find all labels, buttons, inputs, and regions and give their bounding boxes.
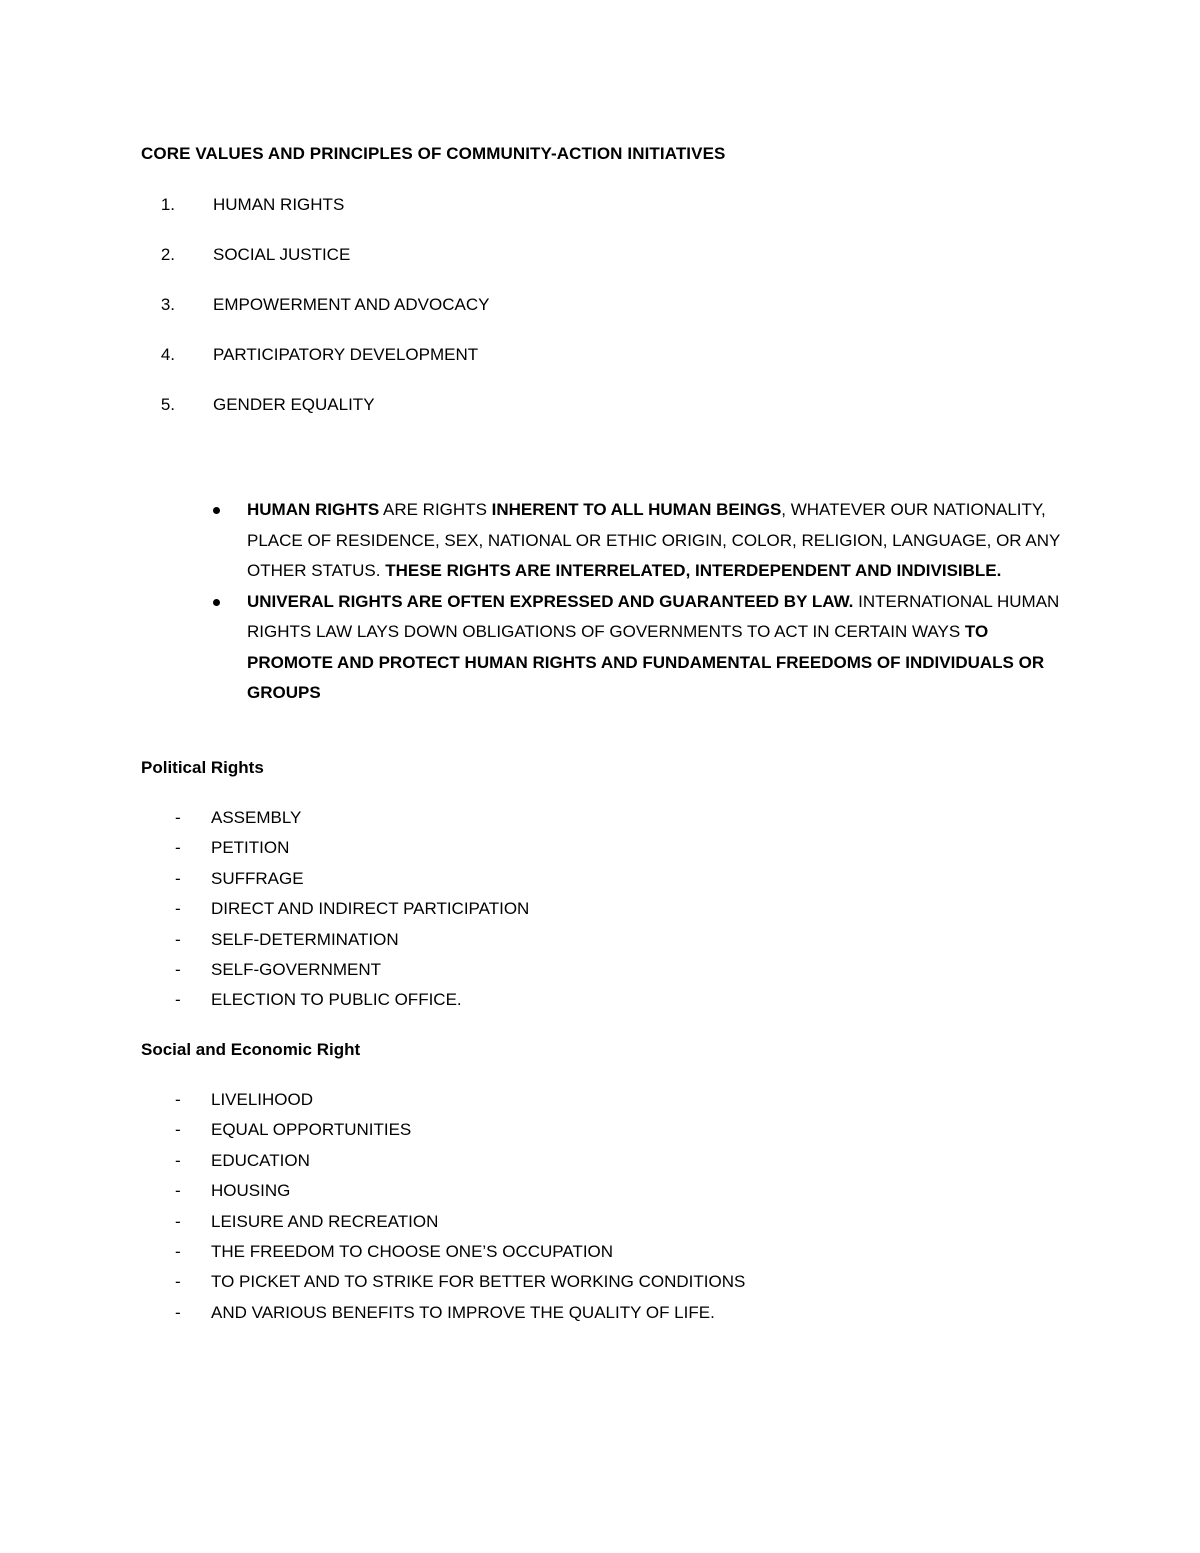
dash-marker: -	[175, 959, 181, 979]
dash-marker: -	[175, 990, 181, 1010]
bullet-item	[205, 495, 1065, 587]
list-item-text: TO PICKET AND TO STRIKE FOR BETTER WORKING CONDITIONS	[211, 1272, 746, 1292]
list-item	[141, 930, 529, 960]
list-item-text: THE FREEDOM TO CHOOSE ONE’S OCCUPATION	[211, 1241, 614, 1261]
list-item-text: LEISURE AND RECREATION	[211, 1211, 439, 1231]
list-item-text: SELF-GOVERNMENT	[211, 959, 382, 979]
list-number: 4.	[160, 345, 175, 364]
list-item-text: ASSEMBLY	[211, 808, 302, 827]
dash-marker: -	[175, 899, 181, 919]
dash-marker: -	[175, 808, 181, 827]
list-item	[141, 869, 529, 899]
list-item-text: SUFFRAGE	[211, 868, 304, 888]
political-rights-heading: Political Rights	[141, 758, 264, 777]
bullet-text-segment: UNIVERAL RIGHTS ARE OFTEN EXPRESSED AND GUARANTEED BY LAW.	[247, 591, 854, 611]
list-item	[141, 899, 529, 929]
list-item	[141, 195, 489, 245]
list-item-text: ELECTION TO PUBLIC OFFICE.	[211, 990, 462, 1010]
list-item	[141, 1120, 745, 1150]
list-item-text: EDUCATION	[211, 1150, 310, 1170]
list-item-text: PARTICIPATORY DEVELOPMENT	[213, 345, 479, 364]
list-item	[141, 1212, 745, 1242]
dash-marker: -	[175, 1150, 181, 1170]
bullet-text-segment: INTERNATIONAL HUMAN RIGHTS LAW LAYS DOWN OBLIGATIONS OF GOVERNMENTS TO ACT IN CERTAIN WAYS	[247, 591, 1060, 641]
list-item	[141, 1151, 745, 1181]
list-item	[141, 345, 489, 395]
list-number: 5.	[160, 395, 175, 414]
dash-marker: -	[175, 1120, 181, 1140]
list-item	[141, 808, 529, 838]
list-number: 2.	[160, 245, 175, 264]
document-title: CORE VALUES AND PRINCIPLES OF COMMUNITY-ACTION INITIATIVES	[141, 144, 726, 163]
social-economic-rights-heading: Social and Economic Right	[141, 1040, 361, 1059]
list-number: 3.	[160, 295, 175, 314]
dash-marker: -	[175, 1241, 181, 1261]
dash-marker: -	[175, 1272, 181, 1292]
list-item-text: SOCIAL JUSTICE	[213, 245, 351, 264]
dash-marker: -	[175, 868, 181, 888]
bullet-dot-icon	[213, 599, 220, 606]
list-item	[141, 1303, 745, 1333]
list-item-text: HUMAN RIGHTS	[213, 195, 345, 214]
list-item	[141, 245, 489, 295]
dash-marker: -	[175, 1181, 181, 1201]
dash-marker: -	[175, 1211, 181, 1231]
list-item-text: HOUSING	[211, 1181, 291, 1201]
list-item-text: SELF-DETERMINATION	[211, 929, 399, 949]
bullet-text-segment: INHERENT TO ALL HUMAN BEINGS	[491, 500, 782, 519]
bullet-text-segment: , WHATEVER OUR NATIONALITY, PLACE OF RESIDENCE, SEX, NATIONAL OR ETHIC ORIGIN, COLOR, RELIGION, LANGUAGE, OR ANY OTHER STATUS.	[247, 500, 1061, 580]
social-economic-rights-list	[141, 1090, 745, 1333]
list-item	[141, 838, 529, 868]
list-item-text: DIRECT AND INDIRECT PARTICIPATION	[211, 899, 530, 919]
list-item	[141, 990, 529, 1020]
list-item-text: LIVELIHOOD	[211, 1090, 314, 1109]
dash-marker: -	[175, 1090, 181, 1109]
core-values-list	[141, 195, 489, 445]
list-item	[141, 395, 489, 445]
bullet-text-segment: ARE RIGHTS	[379, 500, 492, 519]
bullet-text-segment: THESE RIGHTS ARE INTERRELATED, INTERDEPENDENT AND INDIVISIBLE.	[385, 561, 1002, 580]
list-item-text: GENDER EQUALITY	[213, 395, 375, 414]
list-item-text: EMPOWERMENT AND ADVOCACY	[213, 295, 490, 314]
list-item	[141, 960, 529, 990]
dash-marker: -	[175, 929, 181, 949]
list-item-text: PETITION	[211, 838, 290, 858]
bullet-item	[205, 587, 1065, 709]
dash-marker: -	[175, 1302, 181, 1322]
political-rights-list	[141, 808, 529, 1021]
list-item	[141, 1242, 745, 1272]
list-item-text: EQUAL OPPORTUNITIES	[211, 1120, 412, 1140]
list-item	[141, 295, 489, 345]
list-number: 1.	[160, 195, 175, 214]
list-item	[141, 1181, 745, 1211]
list-item	[141, 1272, 745, 1302]
human-rights-bullets	[205, 495, 1065, 709]
bullet-text-segment: TO PROMOTE AND PROTECT HUMAN RIGHTS AND FUNDAMENTAL FREEDOMS OF INDIVIDUALS OR GROUPS	[247, 622, 1045, 702]
list-item	[141, 1090, 745, 1120]
bullet-dot-icon	[213, 507, 220, 514]
dash-marker: -	[175, 838, 181, 858]
list-item-text: AND VARIOUS BENEFITS TO IMPROVE THE QUALITY OF LIFE.	[211, 1302, 715, 1322]
bullet-text-segment: HUMAN RIGHTS	[247, 500, 380, 519]
